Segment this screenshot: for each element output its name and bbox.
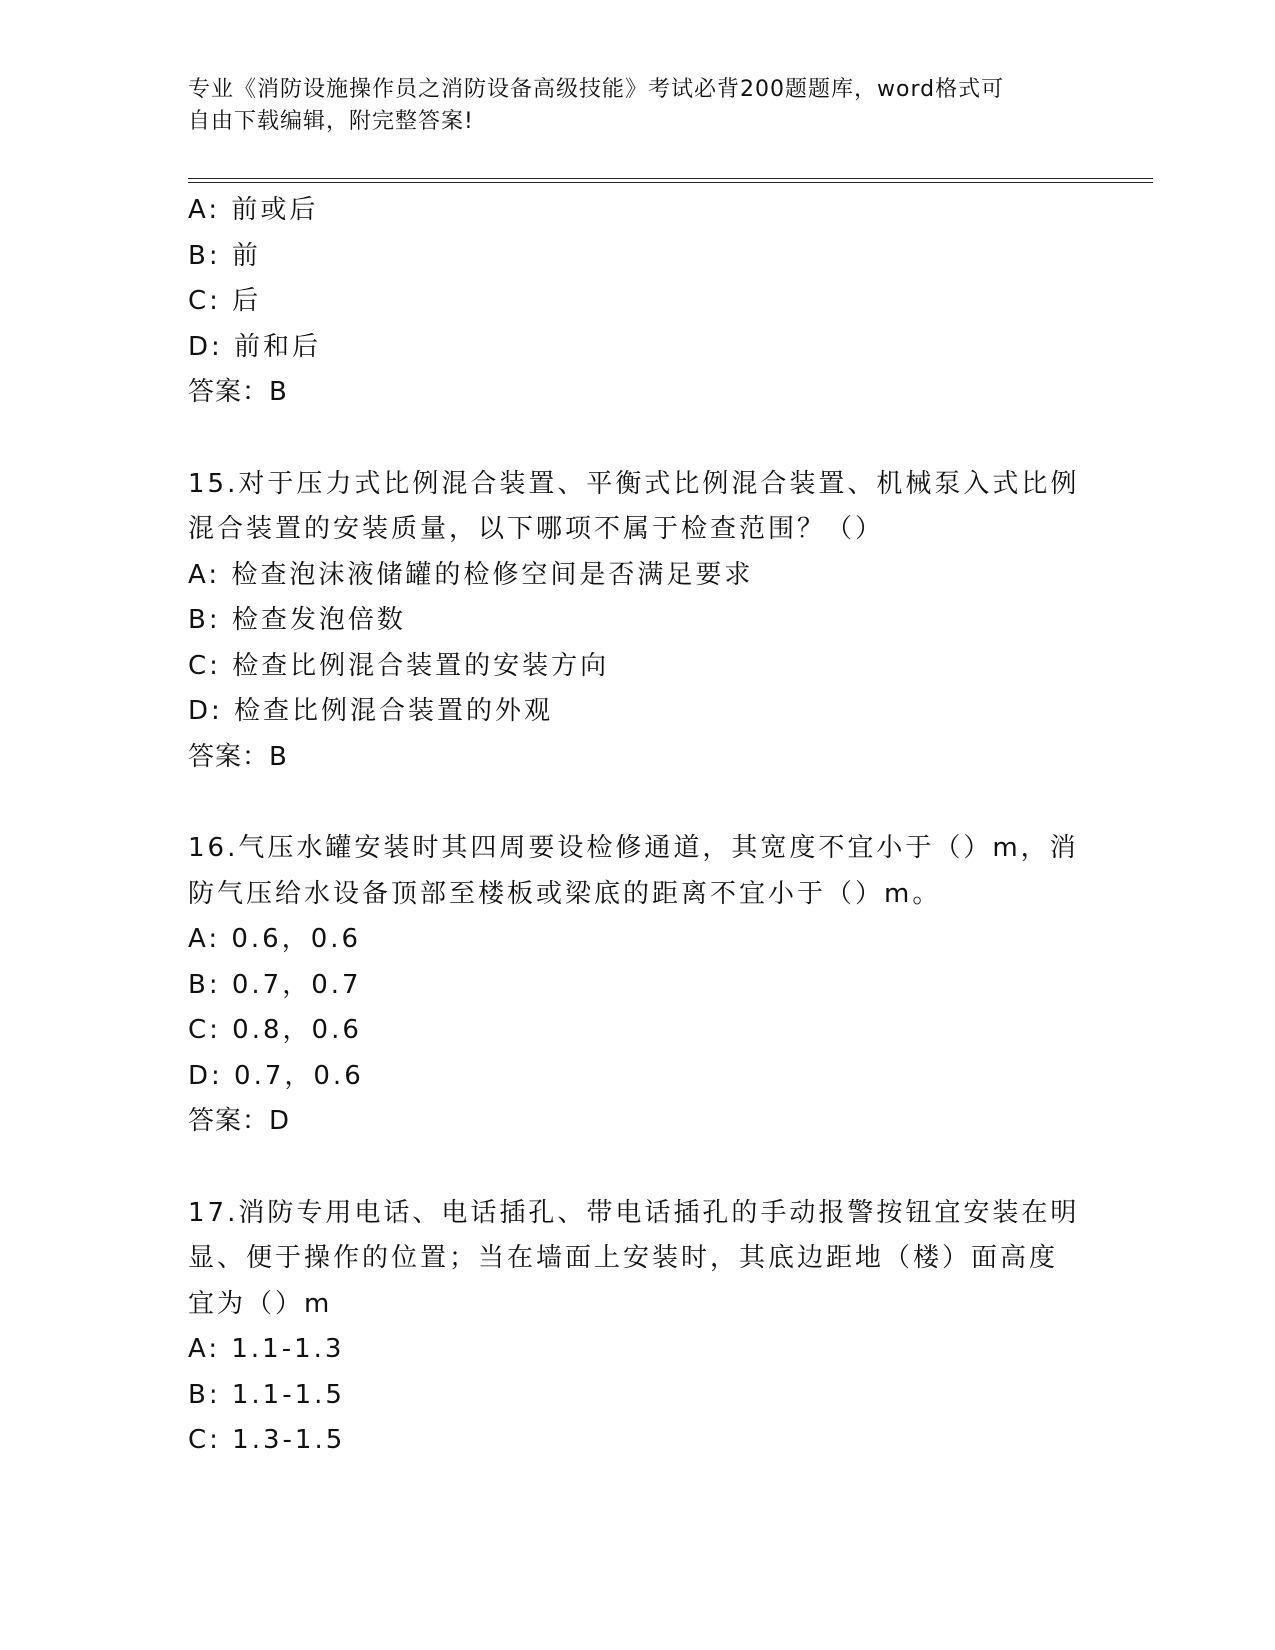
header-line-1: 专业《消防设施操作员之消防设备高级技能》考试必背200题题库，word格式可 [188,77,1005,102]
question-text-line: 宜为（）m [188,1288,333,1319]
option-c: C: 检查比例混合装置的安装方向 [188,650,610,681]
option-a: A: 检查泡沫液储罐的检修空间是否满足要求 [188,559,754,590]
document-header [188,74,1068,138]
question-text-line: 15.对于压力式比例混合装置、平衡式比例混合装置、机械泵入式比例 [188,468,1080,499]
answer-line: 答案：B [188,741,288,772]
question-text-line: 防气压给水设备顶部至楼板或梁底的距离不宜小于（）m。 [188,878,942,909]
option-b: B: 1.1-1.5 [188,1379,345,1410]
spacer [188,780,1088,826]
question-text-line: 17.消防专用电话、电话插孔、带电话插孔的手动报警按钮宜安装在明 [188,1197,1080,1228]
option-b: B: 检查发泡倍数 [188,605,406,635]
spacer [188,416,1088,462]
header-divider-top [188,178,1153,179]
option-d: D: 前和后 [188,331,322,362]
question-text-line: 显、便于操作的位置；当在墙面上安装时，其底边距地（楼）面高度 [188,1243,1059,1273]
option-d: D: 检查比例混合装置的外观 [188,696,554,726]
question-block-14 [188,188,1088,416]
question-block-16 [188,826,1088,1145]
header-divider-bottom [188,182,1153,183]
question-block-17 [188,1191,1088,1464]
option-b: B: 前 [188,240,261,271]
option-a: A: 前或后 [188,195,319,225]
option-b: B: 0.7，0.7 [188,969,362,1000]
question-list [188,188,1088,1464]
question-text-line: 混合装置的安装质量，以下哪项不属于检查范围？（） [188,514,885,544]
option-c: C: 后 [188,286,262,316]
answer-line: 答案：B [188,377,288,407]
option-a: A: 0.6，0.6 [188,924,362,954]
option-a: A: 1.1-1.3 [188,1334,345,1364]
header-line-2: 自由下载编辑，附完整答案! [188,109,474,134]
option-c: C: 0.8，0.6 [188,1015,362,1045]
spacer [188,1145,1088,1191]
option-c: C: 1.3-1.5 [188,1425,346,1455]
question-block-15 [188,462,1088,781]
option-d: D: 0.7，0.6 [188,1060,364,1091]
question-text-line: 16.气压水罐安装时其四周要设检修通道，其宽度不宜小于（）m，消 [188,833,1079,863]
answer-line: 答案：D [188,1106,291,1136]
